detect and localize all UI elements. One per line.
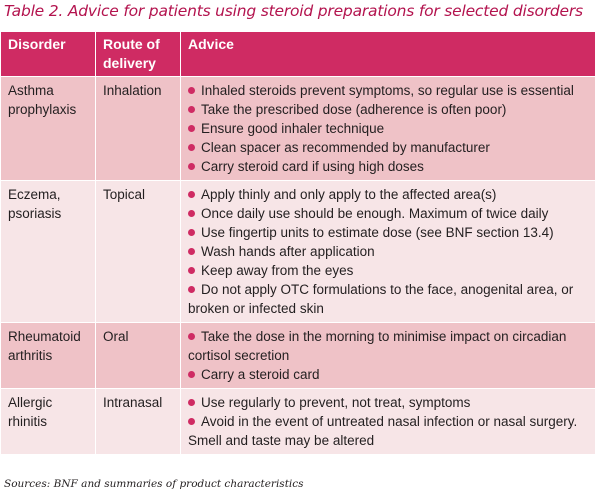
disorder-name-line2: rhinitis [8,414,48,429]
advice-text: Use fingertip units to estimate dose (see BNF section 13.4) [201,225,554,240]
advice-item [188,204,588,223]
advice-text: Ensure good inhaler technique [201,121,385,136]
disorder-cell [1,389,96,455]
advice-text: Clean spacer as recommended by manufacturer [201,140,490,155]
advice-item [188,242,588,261]
advice-item [188,327,588,365]
table-row [1,77,596,181]
advice-text: Use regularly to prevent, not treat, symptoms [201,395,471,410]
advice-cell [181,181,596,323]
disorder-name-line1: Asthma [8,83,54,98]
disorder-name-line2: psoriasis [8,206,62,221]
header-disorder-label: Disorder [8,36,66,52]
disorder-name-line2: prophylaxis [8,102,77,117]
table-caption: Table 2. Advice for patients using steroid preparations for selected disorders [4,2,583,20]
header-route [96,32,181,77]
advice-text: Carry steroid card if using high doses [201,159,424,174]
bullet-dot-icon [188,229,195,236]
advice-text: Wash hands after application [201,244,375,259]
disorder-name-line1: Allergic [8,395,53,410]
bullet-dot-icon [188,125,195,132]
advice-cell [181,77,596,181]
advice-item [188,223,588,242]
advice-item [188,100,588,119]
route-cell: Intranasal [96,389,181,455]
table-row [1,181,596,323]
bullet-dot-icon [188,191,195,198]
advice-item [188,261,588,280]
source-note: Sources: BNF and summaries of product characteristics [4,478,304,490]
bullet-dot-icon [188,106,195,113]
disorder-name-line1: Eczema, [8,187,61,202]
disorder-name-line1: Rheumatoid [8,329,81,344]
disorder-cell [1,77,96,181]
disorder-cell [1,181,96,323]
advice-table [0,31,596,455]
advice-text: Apply thinly and only apply to the affected area(s) [201,187,497,202]
header-disorder [1,32,96,77]
bullet-dot-icon [188,399,195,406]
advice-item [188,280,588,318]
advice-text: Avoid in the event of untreated nasal infection or nasal surgery. Smell and taste may be altered [188,414,578,448]
bullet-dot-icon [188,333,195,340]
advice-cell [181,389,596,455]
table-header-row [1,32,596,77]
bullet-dot-icon [188,286,195,293]
route-cell: Oral [96,323,181,389]
bullet-dot-icon [188,248,195,255]
advice-text: Inhaled steroids prevent symptoms, so regular use is essential [201,83,574,98]
header-route-line1: Route of [103,36,160,52]
advice-item [188,119,588,138]
disorder-cell [1,323,96,389]
bullet-dot-icon [188,163,195,170]
advice-text: Take the prescribed dose (adherence is often poor) [201,102,507,117]
advice-text: Do not apply OTC formulations to the face, anogenital area, or broken or infected skin [188,282,574,316]
advice-text: Keep away from the eyes [201,263,354,278]
advice-item [188,185,588,204]
advice-item [188,138,588,157]
route-cell: Inhalation [96,77,181,181]
advice-item [188,393,588,412]
advice-item [188,412,588,450]
advice-text: Take the dose in the morning to minimise impact on circadian cortisol secretion [188,329,567,363]
header-advice-label: Advice [188,36,234,52]
bullet-dot-icon [188,210,195,217]
advice-cell [181,323,596,389]
advice-item [188,365,588,384]
table-row [1,389,596,455]
advice-text: Carry a steroid card [201,367,320,382]
header-route-line2: delivery [103,55,156,71]
advice-item [188,157,588,176]
table-row [1,323,596,389]
advice-item [188,81,588,100]
bullet-dot-icon [188,371,195,378]
bullet-dot-icon [188,418,195,425]
bullet-dot-icon [188,144,195,151]
header-advice [181,32,596,77]
advice-text: Once daily use should be enough. Maximum of twice daily [201,206,549,221]
bullet-dot-icon [188,87,195,94]
disorder-name-line2: arthritis [8,348,53,363]
bullet-dot-icon [188,267,195,274]
route-cell: Topical [96,181,181,323]
